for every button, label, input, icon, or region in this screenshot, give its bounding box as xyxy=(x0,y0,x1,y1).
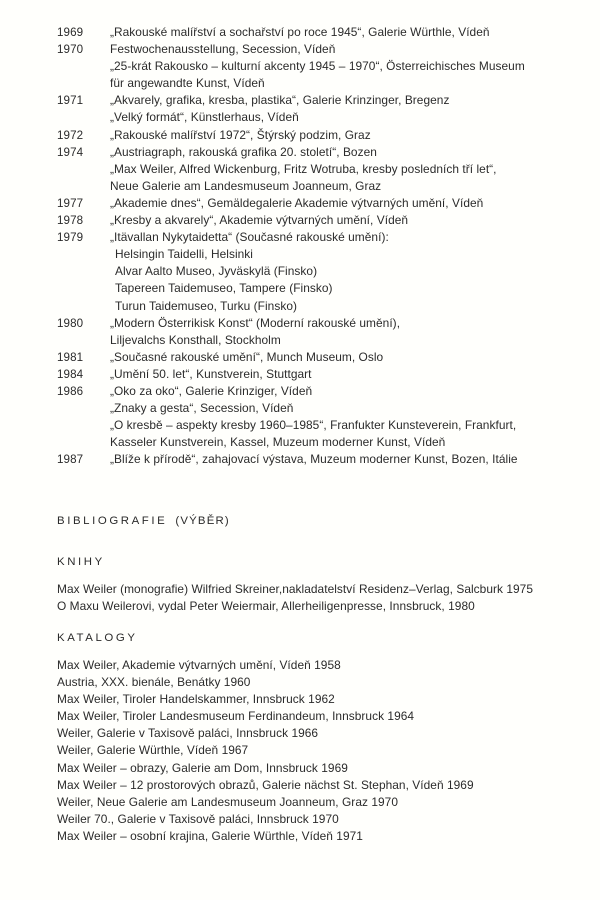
bibliography-heading-paren: (VÝBĚR) xyxy=(175,515,230,527)
exhibition-row xyxy=(0,315,600,332)
bibliography-entry: Weiler, Neue Galerie am Landesmuseum Joanneum, Graz 1970 xyxy=(57,794,398,809)
exhibition-row xyxy=(0,212,600,229)
exhibition-entry: Festwochenausstellung, Secession, Vídeň xyxy=(110,42,336,57)
exhibition-row xyxy=(0,161,600,178)
exhibition-entry: „Oko za oko“, Galerie Krinziger, Vídeň xyxy=(110,383,313,398)
books-heading: KNIHY xyxy=(57,556,105,568)
exhibition-year: 1974 xyxy=(57,145,84,159)
exhibition-entry: „Velký formát“, Künstlerhaus, Vídeň xyxy=(110,110,299,125)
exhibition-entry: Helsingin Taidelli, Helsinki xyxy=(115,247,253,262)
exhibition-row xyxy=(0,109,600,126)
bibliography-entry: Max Weiler, Tiroler Handelskammer, Innsbruck 1962 xyxy=(57,692,335,707)
exhibition-entry: „Znaky a gesta“, Secession, Vídeň xyxy=(110,401,294,416)
bibliography-entry: Max Weiler (monografie) Wilfried Skreiner,nakladatelství Residenz–Verlag, Salcburk 1975 xyxy=(57,582,534,596)
exhibition-row xyxy=(0,58,600,75)
bibliography-entry: Max Weiler – 12 prostorových obrazů, Galerie nächst St. Stephan, Vídeň 1969 xyxy=(57,777,474,792)
exhibition-row xyxy=(0,24,600,41)
books-list xyxy=(57,581,587,615)
exhibition-row xyxy=(0,417,600,434)
bibliography-entry: Weiler, Galerie Würthle, Vídeň 1967 xyxy=(57,743,249,758)
exhibition-entry: „O kresbě – aspekty kresby 1960–1985“, Franfukter Kunsteverein, Frankfurt, xyxy=(110,418,517,433)
exhibition-row xyxy=(0,434,600,451)
bibliography-heading-label: BIBLIOGRAFIE xyxy=(57,515,168,527)
bibliography-entry: Max Weiler – obrazy, Galerie am Dom, Innsbruck 1969 xyxy=(57,760,348,775)
exhibition-row xyxy=(0,400,600,417)
exhibition-row xyxy=(0,195,600,212)
exhibition-year: 1979 xyxy=(57,231,84,245)
bibliography-entry: Weiler 70., Galerie v Taxisově paláci, Innsbruck 1970 xyxy=(57,811,339,826)
exhibition-row xyxy=(0,127,600,144)
bibliography-entry: Max Weiler, Akademie výtvarných umění, Vídeň 1958 xyxy=(57,658,341,672)
exhibition-year: 1984 xyxy=(57,367,84,381)
exhibition-entry: „Itävallan Nykytaidetta“ (Současné rakouské umění): xyxy=(110,230,389,245)
exhibition-year: 1986 xyxy=(57,384,84,398)
exhibition-entry: „Kresby a akvarely“, Akademie výtvarných umění, Vídeň xyxy=(110,213,409,228)
exhibition-row xyxy=(0,178,600,195)
exhibition-row xyxy=(0,229,600,246)
exhibition-year: 1980 xyxy=(57,316,84,330)
exhibition-entry: Alvar Aalto Museo, Jyväskylä (Finsko) xyxy=(115,264,318,279)
exhibition-entry: Turun Taidemuseo, Turku (Finsko) xyxy=(115,298,298,313)
exhibition-entry: „Akvarely, grafika, kresba, plastika“, Galerie Krinzinger, Bregenz xyxy=(110,93,450,108)
exhibition-row xyxy=(0,280,600,297)
bibliography-entry: Max Weiler – osobní krajina, Galerie Würthle, Vídeň 1971 xyxy=(57,828,363,843)
exhibition-year: 1971 xyxy=(57,94,84,108)
exhibition-entry: Liljevalchs Konsthall, Stockholm xyxy=(110,332,281,347)
catalogs-list xyxy=(57,657,587,845)
exhibition-year: 1978 xyxy=(57,214,84,228)
exhibition-row xyxy=(0,451,600,468)
exhibition-row xyxy=(0,383,600,400)
exhibition-entry: „Umění 50. let“, Kunstverein, Stuttgart xyxy=(110,366,312,381)
exhibition-row xyxy=(0,41,600,58)
bibliography-heading xyxy=(57,515,230,527)
exhibition-row xyxy=(0,75,600,92)
exhibition-entry: „Rakouské malířství a sochařství po roce 1945“, Galerie Würthle, Vídeň xyxy=(110,25,490,39)
exhibition-entry: „Blíže k přírodě“, zahajovací výstava, Muzeum moderner Kunst, Bozen, Itálie xyxy=(110,452,518,467)
exhibition-entry: „Max Weiler, Alfred Wickenburg, Fritz Wotruba, kresby posledních tří let“, xyxy=(110,161,497,176)
exhibition-row xyxy=(0,332,600,349)
exhibition-entry: Kasseler Kunstverein, Kassel, Muzeum moderner Kunst, Vídeň xyxy=(110,435,446,450)
exhibition-year: 1981 xyxy=(57,350,84,364)
exhibition-row xyxy=(0,366,600,383)
exhibition-year: 1969 xyxy=(57,26,84,39)
exhibition-row xyxy=(0,144,600,161)
exhibition-entry: „25-krát Rakousko – kulturní akcenty 1945 – 1970“, Österreichisches Museum xyxy=(110,59,525,74)
exhibition-entry: „Rakouské malířství 1972“, Štýrský podzim, Graz xyxy=(110,127,371,142)
exhibition-year: 1987 xyxy=(57,453,84,467)
exhibition-year: 1977 xyxy=(57,196,84,210)
exhibition-entry: „Současné rakouské umění“, Munch Museum, Oslo xyxy=(110,349,384,364)
catalogs-heading: KATALOGY xyxy=(57,632,138,644)
exhibition-row xyxy=(0,263,600,280)
exhibition-row xyxy=(0,298,600,315)
exhibition-entry: für angewandte Kunst, Vídeň xyxy=(110,76,265,91)
bibliography-entry: Max Weiler, Tiroler Landesmuseum Ferdinandeum, Innsbruck 1964 xyxy=(57,709,415,724)
exhibition-row xyxy=(0,246,600,263)
bibliography-entry: Weiler, Galerie v Taxisově paláci, Innsbruck 1966 xyxy=(57,726,319,741)
exhibition-entry: Tapereen Taidemuseo, Tampere (Finsko) xyxy=(115,281,333,296)
exhibition-year: 1970 xyxy=(57,43,84,57)
exhibition-list xyxy=(0,24,600,468)
exhibition-entry: „Akademie dnes“, Gemäldegalerie Akademie výtvarných umění, Vídeň xyxy=(110,195,484,210)
bibliography-entry: O Maxu Weilerovi, vydal Peter Weiermair, Allerheiligenpresse, Innsbruck, 1980 xyxy=(57,599,475,614)
exhibition-entry: Neue Galerie am Landesmuseum Joanneum, Graz xyxy=(110,178,382,193)
exhibition-entry: „Modern Österrikisk Konst“ (Moderní rakouské umění), xyxy=(110,315,401,330)
exhibition-year: 1972 xyxy=(57,128,84,142)
exhibition-row xyxy=(0,349,600,366)
bibliography-entry: Austria, XXX. bienále, Benátky 1960 xyxy=(57,675,251,690)
exhibition-entry: „Austriagraph, rakouská grafika 20. století“, Bozen xyxy=(110,144,377,159)
exhibition-row xyxy=(0,92,600,109)
